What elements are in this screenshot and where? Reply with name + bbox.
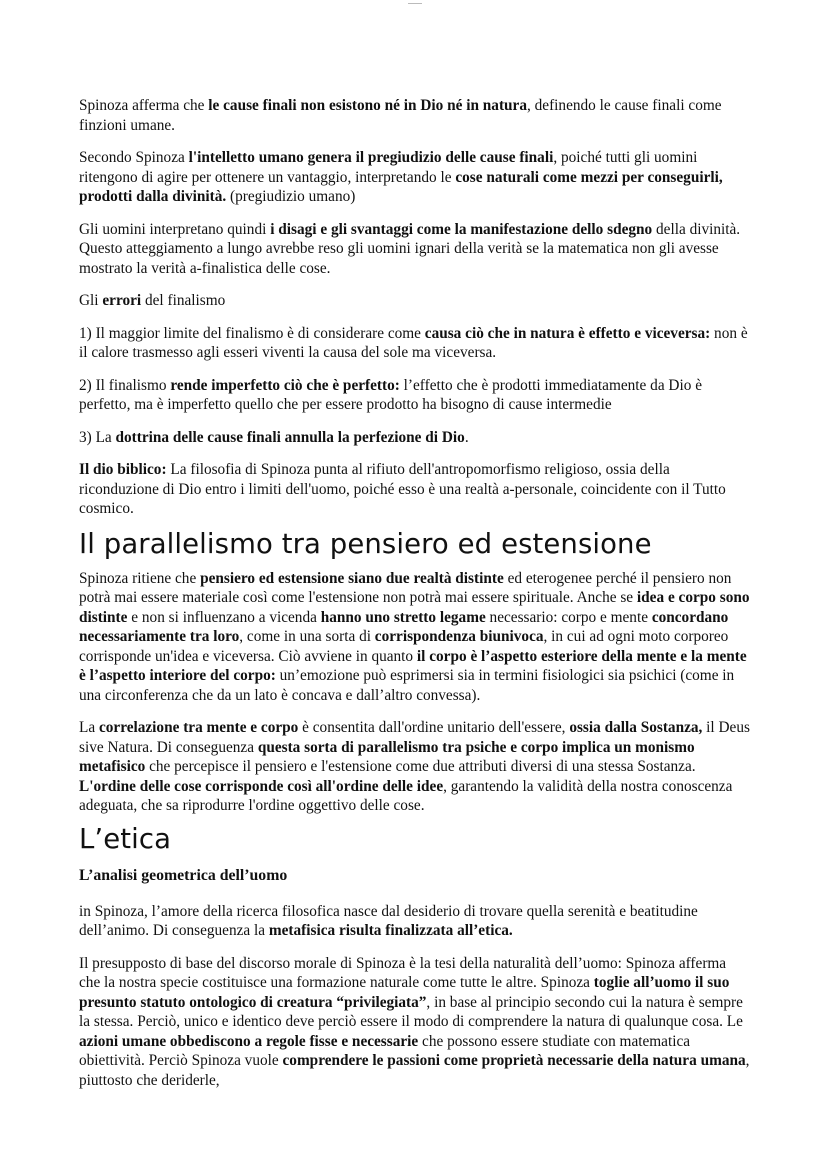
bold-text-run: azioni umane obbediscono a regole fisse e necessarie: [79, 1032, 419, 1050]
bold-text-run: toglie all’uomo il suo presunto statuto ontologico di creatura “privilegiata”: [79, 974, 730, 1011]
text-run: l’effetto che è prodotti immediatamente da Dio è perfetto, ma è imperfetto quello che per essere prodotto ha bisogno di cause intermedie: [79, 376, 702, 413]
heading-parallelismo: Il parallelismo tra pensiero ed estensione: [79, 527, 652, 560]
bold-text-run: metafisica risulta finalizzata all’etica.: [268, 922, 513, 939]
text-run: , garantendo la validità della nostra conoscenza adeguata, che sa riprodurre l'ordine oggettivo delle cose.: [79, 777, 733, 814]
bold-text-run: le cause finali non esistono né in Dio né in natura: [208, 97, 527, 114]
paragraph-errore-2: [79, 376, 751, 415]
text-run: è consentita dall'ordine unitario dell'essere,: [298, 719, 570, 736]
text-run: 3) La: [79, 428, 116, 446]
bold-text-run: correlazione tra mente e corpo: [98, 719, 299, 736]
bold-text-run: concordano necessariamente tra loro: [79, 608, 729, 645]
bold-text-run: questa sorta di parallelismo tra psiche e corpo implica un monismo metafisico: [79, 738, 695, 775]
bold-text-run: hanno uno stretto legame: [320, 608, 486, 626]
text-run: Secondo Spinoza: [79, 149, 189, 166]
heading-analisi-geometrica: L’analisi geometrica dell’uomo: [79, 866, 288, 884]
text-run: che percepisce il pensiero e l'estensione come due attributi diversi di una stessa Sostanza.: [145, 758, 696, 775]
bold-text-run: Il dio biblico:: [79, 461, 167, 478]
paragraph-naturalita-uomo: [79, 954, 751, 1091]
text-run: un’emozione può esprimersi sia in termini fisiologici sia psichici (come in una circonferenza che da un lato è concava e dall’altro convessa).: [79, 667, 735, 704]
text-run: del finalismo: [141, 292, 226, 309]
text-run: , piuttosto che deriderle,: [79, 1052, 750, 1089]
bold-text-run: L'ordine delle cose corrisponde così all'ordine delle idee: [79, 777, 444, 795]
text-run: non è il calore trasmesso agli esseri viventi la causa del sole ma viceversa.: [79, 324, 748, 361]
bold-text-run: i disagi e gli svantaggi come la manifestazione dello sdegno: [270, 220, 653, 238]
text-run: Il presupposto di base del discorso morale di Spinoza è la tesi della naturalità dell’uomo: Spinoza afferma che la nostra specie costituisce una formazione naturale come tutte le altre. Spinoza: [79, 954, 727, 991]
paragraph-correlazione: [79, 718, 751, 816]
text-run: , poiché tutti gli uomini ritengono di agire per ottenere un vantaggio, interpretando le: [79, 149, 698, 186]
text-run: , definendo le cause finali come finzioni umane.: [79, 97, 722, 134]
text-run: 2) Il finalismo: [79, 376, 171, 394]
text-run: necessario: corpo e mente: [485, 608, 652, 626]
text-run: La filosofia di Spinoza punta al rifiuto dell'antropomorfismo religioso, ossia della riconduzione di Dio entro i limiti dell'uomo, poiché esso è una realtà a-personale, coincidente con il Tutto cosmico.: [79, 461, 726, 517]
heading-etica: L’etica: [79, 822, 172, 855]
bold-text-run: dottrina delle cause finali annulla la perfezione di Dio: [115, 428, 465, 446]
bold-text-run: errori: [102, 292, 142, 309]
bold-text-run: pensiero ed estensione siano due realtà distinte: [200, 569, 504, 587]
bold-text-run: causa ciò che in natura è effetto e viceversa:: [424, 324, 711, 342]
paragraph-cause-finali: [79, 96, 751, 135]
bold-text-run: rende imperfetto ciò che è perfetto:: [170, 376, 400, 394]
text-run: .: [464, 428, 469, 446]
paragraph-errore-3: [79, 428, 751, 448]
paragraph-errore-1: [79, 324, 751, 363]
text-run: Spinoza afferma che: [79, 97, 209, 114]
text-run: Gli uomini interpretano quindi: [79, 220, 271, 238]
text-run: , come in una sorta di: [239, 628, 375, 645]
text-run: della divinità. Questo atteggiamento a lungo avrebbe reso gli uomini ignari della verità se la matematica non gli avesse mostrato la verità a-finalistica delle cose.: [79, 220, 741, 277]
text-run: (pregiudizio umano): [226, 188, 356, 205]
bold-text-run: corrispondenza biunivoca: [374, 628, 544, 645]
bold-text-run: idea e corpo sono distinte: [79, 589, 750, 626]
page-top-mark: [408, 3, 422, 4]
bold-text-run: comprendere le passioni come proprietà necessarie della natura umana: [282, 1052, 746, 1069]
bold-text-run: l'intelletto umano genera il pregiudizio delle cause finali: [188, 149, 554, 166]
text-run: 1) Il maggior limite del finalismo è di considerare come: [79, 324, 425, 342]
paragraph-disagi: [79, 220, 751, 279]
text-run: che possono essere studiate con matematica obiettività. Perciò Spinoza vuole: [79, 1032, 691, 1069]
text-run: in Spinoza, l’amore della ricerca filosofica nasce dal desiderio di trovare quella serenità e beatitudine dell’animo. Di conseguenza la: [79, 902, 698, 939]
bold-text-run: il corpo è l’aspetto esteriore della mente e la mente è l’aspetto interiore del corpo:: [79, 647, 747, 684]
text-run: Spinoza ritiene che: [79, 569, 201, 587]
paragraph-ricerca-filosofica: [79, 902, 751, 941]
bold-text-run: cose naturali come mezzi per conseguirli, prodotti dalla divinità.: [79, 168, 723, 205]
text-run: , in cui ad ogni moto corporeo corrisponde un'idea e viceversa. Ciò avviene in quanto: [79, 628, 729, 665]
text-run: , in base al principio secondo cui la natura è sempre la stessa. Perciò, unico e identico deve perciò essere il modo di comprendere la natura di qualunque cosa. Le: [79, 993, 743, 1030]
paragraph-dio-biblico: [79, 460, 751, 519]
bold-text-run: ossia dalla Sostanza,: [569, 719, 703, 736]
text-run: Gli: [79, 292, 103, 309]
paragraph-pregiudizio: [79, 148, 751, 207]
document-content: [79, 96, 751, 1090]
text-run: il Deus sive Natura. Di conseguenza: [79, 719, 750, 756]
text-run: e non si influenzano a vicenda: [127, 608, 321, 626]
text-run: La: [79, 719, 99, 736]
paragraph-pensiero-estensione: [79, 569, 751, 706]
text-run: ed eterogenee perché il pensiero non potrà mai essere materiale così come l'estensione non potrà mai essere spirituale. Anche se: [79, 569, 732, 606]
paragraph-errori-heading: [79, 291, 751, 311]
